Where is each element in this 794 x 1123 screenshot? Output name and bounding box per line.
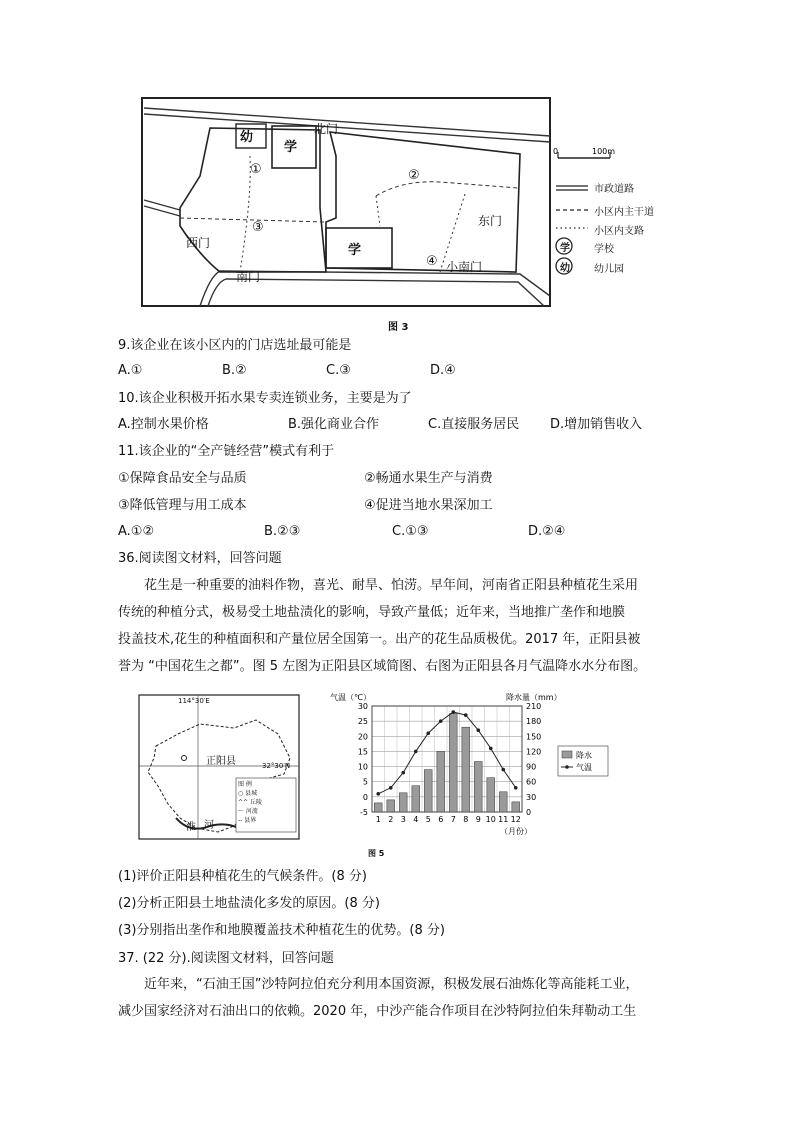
x-tick-label: 8 (463, 815, 469, 824)
legend-school: 学校 (594, 244, 614, 255)
x-tick-label: 1 (375, 815, 381, 824)
y2-tick-label: 180 (526, 717, 542, 727)
site-4-label: ④ (426, 254, 438, 269)
east-gate-label: 东门 (478, 214, 503, 228)
q11-stem: 11.该企业的“全产链经营”模式有利于 (118, 444, 335, 459)
precip-bar (424, 770, 432, 812)
y-tick-label: 5 (362, 777, 368, 787)
q11-option-a: A.①② (118, 524, 155, 539)
legend-precip-label: 降水 (576, 751, 592, 760)
x-tick-label: 5 (425, 815, 431, 824)
y2-tick-label: 60 (526, 777, 537, 787)
q11-option-c: C.①③ (392, 524, 429, 539)
legend-kindergarten: 幼儿园 (594, 264, 624, 275)
figure5-caption: 图 5 (368, 849, 385, 858)
q36-stem: 36.阅读图文材料，回答问题 (118, 551, 282, 566)
site-3-label: ③ (252, 220, 264, 235)
x-tick-label: 10 (485, 815, 496, 824)
county-seat-icon (182, 756, 187, 761)
precip-bar (449, 714, 457, 812)
precip-bar (499, 792, 507, 812)
x-tick-label: 2 (388, 815, 394, 824)
q10-option-c: C.直接服务居民 (428, 417, 520, 432)
temperature-point (489, 747, 493, 751)
x-tick-label: 12 (510, 815, 521, 824)
q9-option-b: B.② (222, 363, 247, 378)
q36-para-line-2: 传统的种植分式，极易受土地盐渍化的影响，导致产量低；近年来，当地推广垄作和地膜 (118, 605, 626, 620)
q36-subquestion-1: (1)评价正阳县种植花生的气候条件。(8 分) (118, 869, 367, 884)
temperature-point (439, 719, 443, 723)
temperature-point (501, 768, 505, 772)
legend-municipal-road: 市政道路 (594, 184, 634, 195)
x-axis-label: （月份） (500, 827, 532, 836)
q36-para-line-4: 誉为 “中国花生之都”。图 5 左图为正阳县区域简图、右图为正阳县各月气温降水水分布图。 (118, 659, 647, 674)
temperature-point (476, 728, 480, 732)
precip-bar (487, 778, 495, 812)
precip-bar (387, 800, 395, 812)
climate-chart (326, 688, 630, 838)
q36-para-line-3: 投盖技术,花生的种植面积和产量位居全国第一。出产的花生品质极优。2017 年，正阳县被 (118, 632, 641, 647)
legend-kindergarten-symbol: 幼 (560, 263, 570, 274)
y2-tick-label: 120 (526, 747, 542, 757)
county-map-legend-title: 图 例 (238, 781, 252, 788)
legend-school-symbol: 学 (560, 243, 570, 254)
longitude-label: 114°30′E (178, 697, 210, 705)
legend-branch-road: 小区内支路 (594, 226, 644, 237)
site-1-label: ① (250, 162, 262, 177)
legend-main-road: 小区内主干道 (594, 207, 654, 218)
temperature-point (514, 786, 518, 790)
y2-tick-label: 30 (526, 792, 537, 802)
temperature-point (451, 710, 455, 714)
q10-option-b: B.强化商业合作 (288, 417, 380, 432)
precip-bar (399, 793, 407, 812)
q36-subquestion-2: (2)分析正阳县土地盐渍化多发的原因。(8 分) (118, 896, 380, 911)
legend-point-swatch (565, 765, 569, 769)
site-2-label: ② (408, 168, 420, 183)
county-map-legend-item-1: ○ 县城 (238, 790, 258, 797)
river-label-1: 淮 (186, 822, 196, 833)
q11-option-d: D.②④ (528, 524, 566, 539)
q37-para-line-1: 近年来，“石油王国”沙特阿拉伯充分利用本国资源，积极发展石油炼化等高能耗工业， (144, 977, 639, 992)
county-name-label: 正阳县 (206, 756, 236, 767)
x-tick-label: 3 (400, 815, 406, 824)
y-tick-label: 25 (357, 717, 368, 727)
river-label-2: 河 (204, 820, 214, 831)
q36-subquestion-3: (3)分别指出垄作和地膜覆盖技术种植花生的优势。(8 分) (118, 923, 445, 938)
y-tick-label: 30 (357, 702, 368, 711)
south-gate-label: 南门 (236, 270, 261, 284)
x-tick-label: 4 (413, 815, 419, 824)
county-map-legend (238, 780, 262, 825)
temperature-point (389, 786, 393, 790)
figure3-map (140, 96, 670, 310)
scale-length: 100m (592, 147, 616, 156)
q37-stem: 37. (22 分).阅读图文材料，回答问题 (118, 951, 334, 966)
y-axis-label: 气温（℃） (330, 693, 371, 702)
y-tick-label: 15 (357, 747, 368, 757)
temperature-point (464, 713, 468, 717)
legend-temp-label: 气温 (576, 763, 592, 772)
x-tick-label: 7 (450, 815, 456, 824)
legend-bar-swatch (562, 751, 572, 758)
temperature-point (401, 771, 405, 775)
precip-bar (512, 802, 520, 812)
q36-para-line-1: 花生是一种重要的油料作物，喜光、耐旱、怕涝。早年间，河南省正阳县种植花生采用 (144, 578, 639, 593)
q10-stem: 10.该企业积极开拓水果专卖连锁业务，主要是为了 (118, 391, 412, 406)
county-map-legend-item-3: ～ 河流 (238, 808, 258, 815)
y2-tick-label: 150 (526, 732, 542, 742)
q11-item-1: ①保障食品安全与品质 (118, 471, 247, 486)
kindergarten-symbol: 幼 (240, 130, 254, 145)
temperature-point (414, 750, 418, 754)
north-gate-label: 北门 (314, 122, 339, 136)
scale-zero: 0 (553, 147, 559, 156)
y2-tick-label: 0 (526, 808, 532, 817)
figure3-caption: 图 3 (388, 322, 409, 333)
q37-para-line-2: 减少国家经济对石油出口的依赖。2020 年，中沙产能合作项目在沙特阿拉伯朱拜勒动工生 (118, 1004, 637, 1019)
x-tick-label: 6 (438, 815, 444, 824)
small-south-gate-label: 小南门 (446, 260, 483, 274)
q9-stem: 9.该企业在该小区内的门店选址最可能是 (118, 338, 352, 353)
q9-option-c: C.③ (326, 363, 351, 378)
q10-option-d: D.增加销售收入 (550, 417, 643, 432)
temperature-point (426, 731, 430, 735)
precip-bar (474, 762, 482, 812)
q9-option-a: A.① (118, 363, 143, 378)
precip-bar (374, 803, 382, 812)
y-tick-label: 20 (357, 732, 368, 742)
school-symbol-2: 学 (348, 243, 362, 258)
y-tick-label: 10 (357, 762, 368, 772)
school-symbol: 学 (284, 140, 298, 155)
precip-bar (437, 751, 445, 812)
west-gate-label: 西门 (186, 236, 211, 250)
precip-bar (462, 727, 470, 812)
q11-item-2: ②畅通水果生产与消费 (364, 471, 493, 486)
y2-tick-label: 210 (526, 702, 542, 711)
latitude-label: 32°30′N (262, 762, 291, 770)
q11-option-b: B.②③ (264, 524, 301, 539)
q10-option-a: A.控制水果价格 (118, 417, 209, 432)
q11-item-4: ④促进当地水果深加工 (364, 498, 493, 513)
county-map-legend-item-4: -- 县界 (238, 817, 257, 824)
temperature-point (376, 792, 380, 796)
y2-axis-label: 降水量（mm） (506, 693, 562, 702)
q11-item-3: ③降低管理与用工成本 (118, 498, 247, 513)
county-map-legend-item-2: ^^ 丘陵 (238, 799, 262, 806)
x-tick-label: 11 (498, 815, 509, 824)
q9-option-d: D.④ (430, 363, 456, 378)
y-tick-label: 0 (362, 792, 368, 802)
x-tick-label: 9 (475, 815, 481, 824)
precip-bar (412, 786, 420, 812)
y2-tick-label: 90 (526, 762, 537, 772)
y-tick-label: -5 (360, 808, 368, 817)
